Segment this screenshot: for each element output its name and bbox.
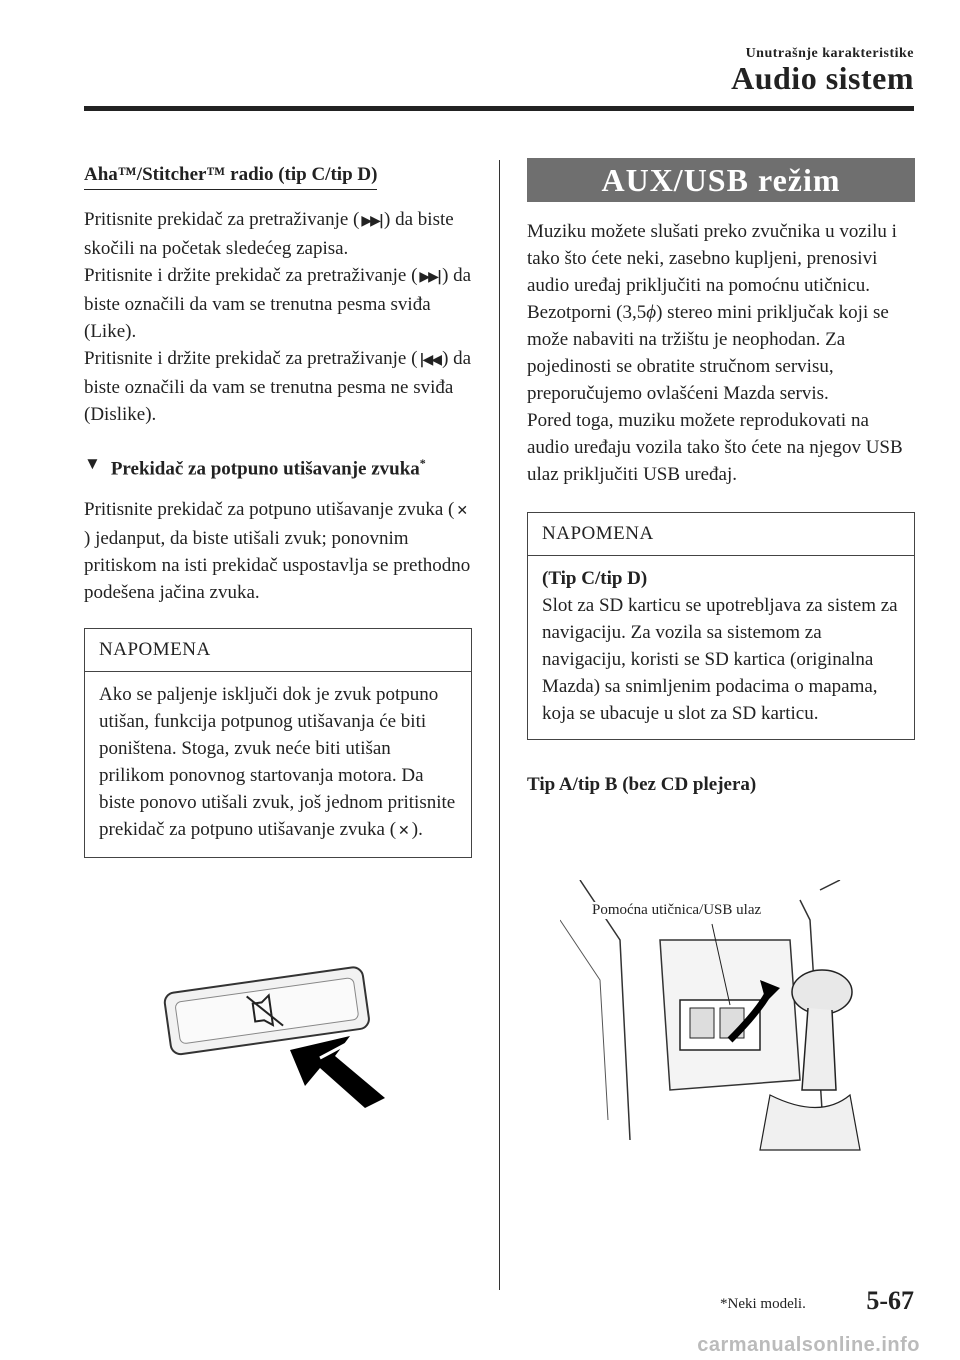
triangle-bullet-icon: ▼ — [84, 454, 101, 473]
left-column — [84, 158, 472, 858]
note-text: Slot za SD karticu se upotrebljava za sistem za navigaciju. Za vozila sa sistemom za navigaciju, koristi se SD kartica (originalna Mazda) sa snimljenim podacima o mapama, koja se ubacuje u slot za SD karticu. — [542, 595, 898, 724]
mute-icon: ✕ — [456, 503, 469, 520]
note-label: NAPOMENA — [528, 513, 914, 556]
mute-switch-illustration — [160, 958, 400, 1108]
footnote: *Neki modeli. — [720, 1296, 806, 1312]
seek-forward-icon: ▶▶| — [419, 269, 441, 285]
mute-icon: ✕ — [398, 823, 410, 840]
note-box-left — [84, 628, 472, 858]
right-column — [527, 158, 915, 796]
seek-back-icon: |◀◀ — [419, 352, 441, 368]
aux-paragraph-1: Muziku možete slušati preko zvučnika u vozilu i tako što ćete neki, zasebno kupljeni, prenosivi audio uređaj priključiti na pomoćnu utičnicu. — [527, 221, 897, 296]
aux-paragraph-3: Pored toga, muziku možete reprodukovati na audio uređaju vozila tako što ćete na njegov USB ulaz priključiti USB uređaj. — [527, 410, 903, 485]
aux-paragraph-2: Bezotporni (3,5ϕ) stereo mini priključak koji se može nabaviti na tržištu je neophodan. Za pojedinosti se obratite stručnom servisu, preporučujemo ovlašćeni Mazda servis. — [527, 302, 889, 404]
aux-usb-console-illustration — [560, 880, 880, 1160]
note-box-right — [527, 512, 915, 740]
header-title: Audio sistem — [731, 60, 914, 96]
note-subheading: (Tip C/tip D) — [542, 568, 648, 589]
aux-usb-figure-label: Pomoćna utičnica/USB ulaz — [592, 902, 762, 918]
watermark: carmanualsonline.info — [697, 1334, 920, 1356]
page-number: 5-67 — [866, 1286, 914, 1315]
seek-forward-icon: ▶▶| — [361, 213, 383, 229]
note-text: Ako se paljenje isključi dok je zvuk potpuno utišan, funkcija potpunog utišavanja će biti poništena. Stoga, zvuk neće biti utišan prilikom ponovnog startovanja motora. Da biste ponovo utišali zvuk, još jednom pritisnite prekidač za potpuno utišavanje zvuka ( ✕ ). — [99, 681, 457, 845]
aha-paragraph-3: Pritisnite i držite prekidač za pretraživanje ( |◀◀ ) da biste označili da vam se trenutna pesma ne sviđa (Dislike). — [84, 348, 472, 425]
header-subtitle: Unutrašnje karakteristike — [745, 46, 914, 61]
aux-usb-banner: AUX/USB režim — [527, 158, 915, 202]
column-divider — [499, 160, 500, 1290]
aha-paragraph-1: Pritisnite prekidač za pretraživanje ( ▶▶| ) da biste skočili na početak sledećeg zapisa. — [84, 209, 454, 259]
header-rule — [84, 106, 914, 111]
aha-section-title: Aha™/Stitcher™ radio (tip C/tip D) — [84, 164, 377, 190]
note-label: NAPOMENA — [85, 629, 471, 672]
phi-symbol: ϕ — [646, 302, 657, 323]
tip-heading: Tip A/tip B (bez CD plejera) — [527, 774, 757, 795]
mute-section-heading: ▼ Prekidač za potpuno utišavanje zvuka* — [84, 450, 472, 482]
mute-paragraph: Pritisnite prekidač za potpuno utišavanje zvuka ( ✕) jedanput, da biste utišali zvuk; ponovnim pritiskom na isti prekidač uspostavlja se prethodno podešena jačina zvuka. — [84, 499, 471, 604]
aha-paragraph-2: Pritisnite i držite prekidač za pretraživanje ( ▶▶| ) da biste označili da vam se trenutna pesma sviđa (Like). — [84, 265, 472, 342]
